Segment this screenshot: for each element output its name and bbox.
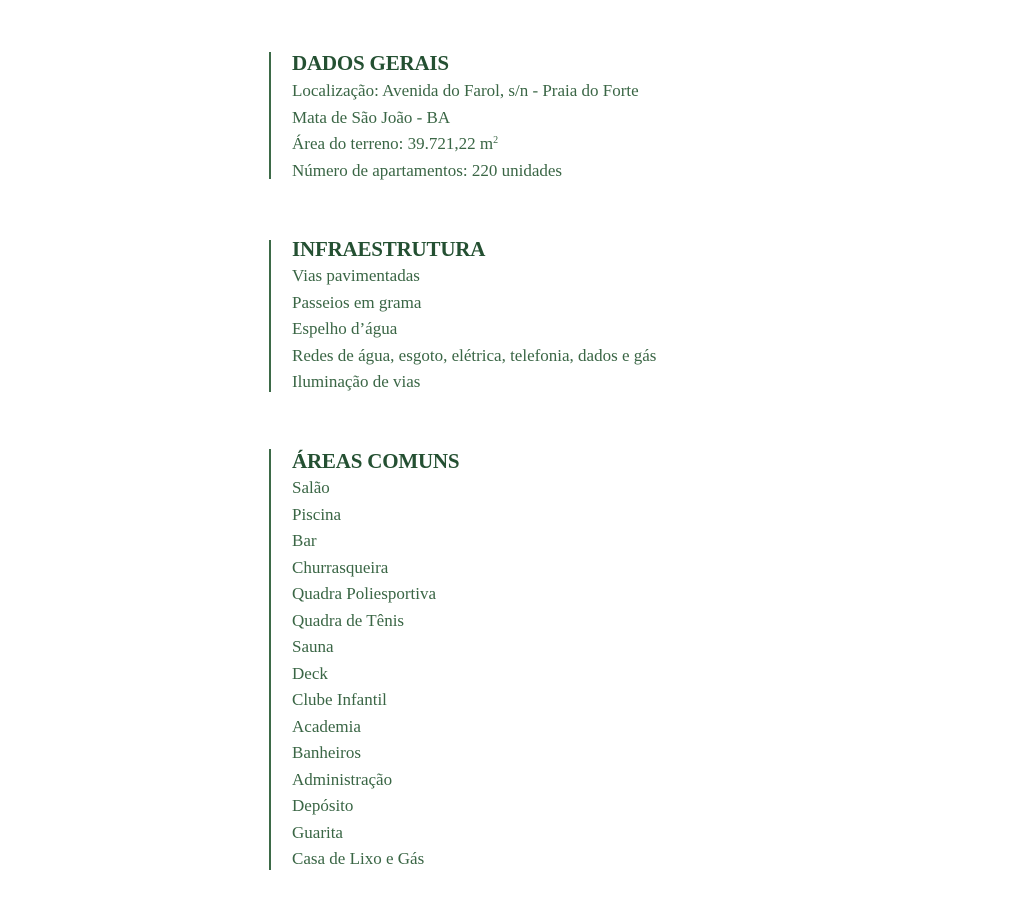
areas-comuns-item: Salão <box>292 478 330 497</box>
areas-comuns-item: Quadra Poliesportiva <box>292 584 436 603</box>
infraestrutura-item: Vias pavimentadas <box>292 266 420 285</box>
infraestrutura-section <box>269 237 657 392</box>
infraestrutura-item: Redes de água, esgoto, elétrica, telefonia, dados e gás <box>292 345 657 365</box>
dados-gerais-item: Localização: Avenida do Farol, s/n - Praia do Forte <box>292 81 639 100</box>
dados-gerais-section <box>269 52 639 179</box>
areas-comuns-item: Churrasqueira <box>292 557 389 577</box>
dados-gerais-item: Mata de São João - BA <box>292 107 451 127</box>
infraestrutura-item: Espelho d’água <box>292 319 398 338</box>
areas-comuns-item: Academia <box>292 716 361 736</box>
infraestrutura-item: Iluminação de vias <box>292 372 421 391</box>
areas-comuns-item: Quadra de Tênis <box>292 610 405 630</box>
infraestrutura-heading: INFRAESTRUTURA <box>292 237 486 261</box>
area-unit-superscript: 2 <box>493 135 499 146</box>
areas-comuns-item: Administração <box>292 769 393 789</box>
areas-comuns-item: Casa de Lixo e Gás <box>292 849 425 868</box>
dados-gerais-heading: DADOS GERAIS <box>292 51 449 75</box>
areas-comuns-item: Bar <box>292 531 317 550</box>
areas-comuns-item: Clube Infantil <box>292 690 387 709</box>
areas-comuns-item: Piscina <box>292 504 342 524</box>
infraestrutura-item: Passeios em grama <box>292 292 422 312</box>
areas-comuns-item: Deck <box>292 663 328 683</box>
areas-comuns-section <box>269 449 459 870</box>
areas-comuns-heading: ÁREAS COMUNS <box>292 449 460 473</box>
area-text: Área do terreno: 39.721,22 m <box>292 134 494 153</box>
dados-gerais-item-area <box>292 131 639 158</box>
areas-comuns-item: Sauna <box>292 637 334 656</box>
areas-comuns-item: Banheiros <box>292 743 361 762</box>
dados-gerais-item: Número de apartamentos: 220 unidades <box>292 160 563 180</box>
areas-comuns-item: Guarita <box>292 822 343 842</box>
areas-comuns-item: Depósito <box>292 796 354 815</box>
